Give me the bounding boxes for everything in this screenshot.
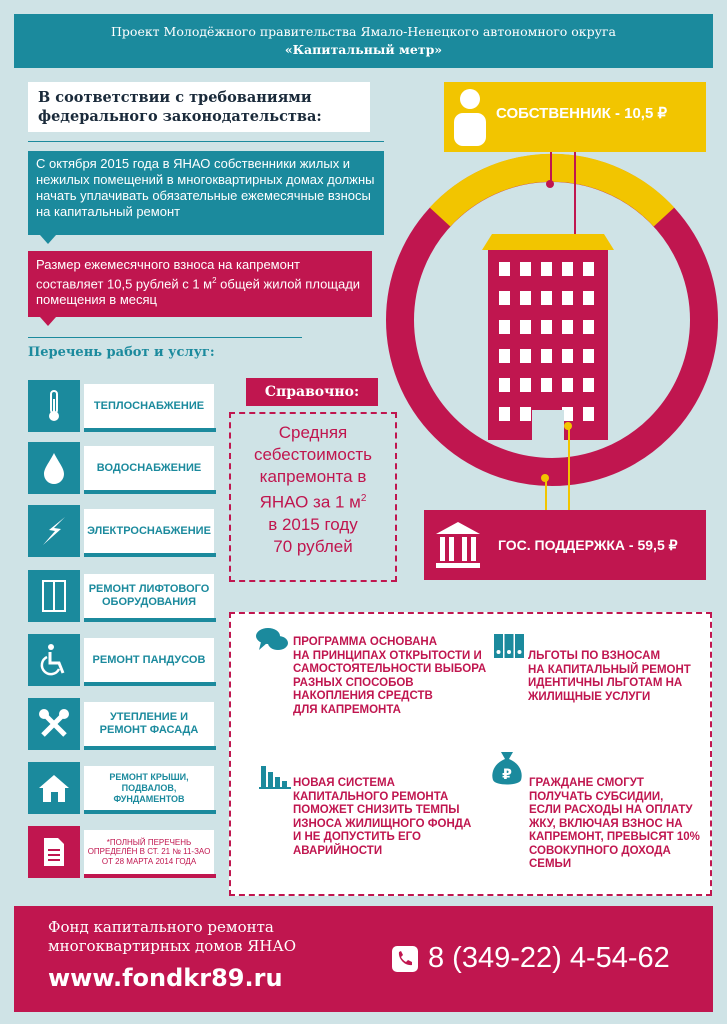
- service-label: ВОДОСНАБЖЕНИЕ: [84, 446, 214, 490]
- pointer: [40, 317, 56, 326]
- info-line: КАПИТАЛЬНОГО РЕМОНТА: [293, 790, 449, 803]
- header-banner: [14, 14, 713, 68]
- building-window: [583, 291, 594, 305]
- building-icon: [482, 230, 614, 440]
- connector-line: [568, 426, 570, 512]
- building-window: [499, 291, 510, 305]
- info-line: ПРОГРАММА ОСНОВАНА: [293, 636, 438, 648]
- thermometer-icon: [28, 380, 80, 432]
- reference-line: 70 рублей: [273, 536, 353, 556]
- reference-line: себестоимость: [253, 445, 373, 464]
- reference-box: [229, 412, 397, 582]
- service-item: [28, 570, 216, 622]
- money-bag-icon: [489, 750, 525, 788]
- divider: [84, 746, 216, 750]
- building-window: [520, 407, 531, 421]
- fee-text-sup: 2: [212, 276, 217, 285]
- reference-title: Справочно:: [246, 378, 378, 406]
- info-line: ПОМОЖЕТ СНИЗИТЬ ТЕМПЫ: [293, 804, 460, 816]
- info-line: ГРАЖДАНЕ СМОГУТ: [529, 777, 644, 789]
- header-line1: Проект Молодёжного правительства Ямало-Ненецкого автономного округа: [111, 24, 616, 39]
- requirement-heading: [28, 82, 370, 132]
- divider: [84, 553, 216, 557]
- fund-name-line2: многоквартирных домов ЯНАО: [48, 937, 297, 955]
- service-label: РЕМОНТ ЛИФТОВОГО ОБОРУДОВАНИЯ: [84, 574, 214, 618]
- info-line: НОВАЯ СИСТЕМА: [293, 777, 395, 789]
- connector-dot: [564, 422, 572, 430]
- info-block-1: [293, 636, 486, 717]
- info-line: НАКОПЛЕНИЯ СРЕДСТВ: [293, 690, 433, 702]
- info-line: ЖИЛИЩНЫЕ УСЛУГИ: [528, 690, 651, 703]
- building-window: [562, 349, 573, 363]
- reference-line-part: ЯНАО за 1 м: [259, 492, 361, 512]
- tools-icon: [28, 698, 80, 750]
- service-item: [28, 380, 216, 432]
- wheelchair-icon: [28, 634, 80, 686]
- svg-text:₽: ₽: [502, 767, 512, 783]
- building-window: [541, 291, 552, 305]
- services-title: Перечень работ и услуг:: [28, 345, 215, 360]
- service-label: ТЕПЛОСНАБЖЕНИЕ: [84, 384, 214, 428]
- info-block-3: [293, 777, 471, 858]
- info-line: ПОЛУЧАТЬ СУБСИДИИ,: [529, 790, 664, 803]
- divider: [84, 490, 216, 494]
- government-building-icon: [434, 520, 482, 570]
- info-line: РАЗНЫХ СПОСОБОВ: [293, 676, 414, 689]
- intro-text: С октября 2015 года в ЯНАО собственники жилых и нежилых помещений в многоквартирных домах должны начать уплачивать обязательные ежемесячные взносы на капитальный ремонт: [28, 151, 384, 235]
- service-item: [28, 826, 216, 878]
- building-window: [520, 320, 531, 334]
- website-link[interactable]: www.fondkr89.ru: [48, 964, 283, 992]
- info-line: СОВОКУПНОГО ДОХОДА СЕМЬИ: [529, 844, 671, 870]
- service-label: РЕМОНТ ПАНДУСОВ: [84, 638, 214, 682]
- building-window: [499, 262, 510, 276]
- requirement-line1: В соответствии с требованиями: [38, 89, 312, 106]
- building-window: [520, 349, 531, 363]
- requirement-line2: федерального законодательства:: [38, 108, 322, 125]
- house-icon: [28, 762, 80, 814]
- document-icon: [28, 826, 80, 878]
- info-line: НА КАПИТАЛЬНЫЙ РЕМОНТ: [528, 663, 691, 676]
- building-window: [520, 262, 531, 276]
- info-line: АВАРИЙНОСТИ: [293, 844, 383, 857]
- info-panel: [229, 612, 712, 896]
- divider: [28, 337, 302, 338]
- info-line: ДЛЯ КАПРЕМОНТА: [293, 703, 401, 716]
- info-line: ЛЬГОТЫ ПО ВЗНОСАМ: [528, 650, 661, 662]
- building-window: [583, 349, 594, 363]
- building-window: [541, 378, 552, 392]
- reference-line: Средняя: [278, 423, 348, 442]
- service-item: [28, 442, 216, 494]
- building-window: [499, 407, 510, 421]
- reference-line: [231, 488, 395, 514]
- chat-bubbles-icon: [255, 626, 289, 654]
- connector-line: [545, 478, 547, 512]
- binders-icon: [493, 632, 525, 660]
- connector-dot: [546, 180, 554, 188]
- water-drop-icon: [28, 442, 80, 494]
- building-window: [562, 378, 573, 392]
- info-line: И НЕ ДОПУСТИТЬ ЕГО: [293, 831, 421, 843]
- government-support-label: ГОС. ПОДДЕРЖКА - 59,5 ₽: [498, 537, 678, 553]
- service-item: [28, 505, 216, 557]
- service-label: ЭЛЕКТРОСНАБЖЕНИЕ: [84, 509, 214, 553]
- building-window: [499, 378, 510, 392]
- reference-line: капремонта в: [259, 467, 367, 486]
- connector-dot: [541, 474, 549, 482]
- fee-text-after: общей жилой площади помещения в месяц: [36, 276, 361, 308]
- connector-line: [550, 150, 552, 184]
- service-item: [28, 634, 216, 686]
- building-window: [583, 262, 594, 276]
- building-window: [541, 320, 552, 334]
- service-label: РЕМОНТ КРЫШИ, ПОДВАЛОВ, ФУНДАМЕНТОВ: [84, 766, 214, 810]
- info-line: ЖКУ, ВКЛЮЧАЯ ВЗНОС НА: [529, 817, 683, 830]
- reference-sup: 2: [360, 493, 367, 504]
- building-window: [583, 378, 594, 392]
- divider: [84, 428, 216, 432]
- building-window: [520, 378, 531, 392]
- fund-name: [48, 918, 296, 956]
- divider: [84, 874, 216, 878]
- building-window: [583, 320, 594, 334]
- building-window: [520, 291, 531, 305]
- service-footnote: *ПОЛНЫЙ ПЕРЕЧЕНЬ ОПРЕДЕЛЁН В СТ. 21 № 11-ЗАО ОТ 28 МАРТА 2014 ГОДА: [84, 830, 214, 874]
- info-block-4: [529, 777, 710, 872]
- person-icon: [452, 88, 488, 146]
- fund-name-line1: Фонд капитального ремонта: [48, 918, 274, 936]
- building-window: [562, 291, 573, 305]
- service-item: [28, 698, 216, 750]
- info-line: КАПРЕМОНТ, ПРЕВЫСЯТ 10%: [529, 831, 700, 843]
- owner-label: СОБСТВЕННИК - 10,5 ₽: [496, 105, 668, 122]
- info-line: ЕСЛИ РАСХОДЫ НА ОПЛАТУ: [529, 804, 693, 816]
- info-block-2: [528, 650, 691, 704]
- elevator-icon: [28, 570, 80, 622]
- divider: [84, 810, 216, 814]
- header-line2: «Капитальный метр»: [284, 42, 443, 57]
- divider: [84, 682, 216, 686]
- lightning-icon: [28, 505, 80, 557]
- info-line: ИЗНОСА ЖИЛИЩНОГО ФОНДА: [293, 817, 472, 830]
- building-window: [583, 407, 594, 421]
- divider: [28, 141, 384, 142]
- fee-text: [28, 251, 372, 317]
- building-window: [562, 262, 573, 276]
- reference-line: в 2015 году: [268, 514, 358, 534]
- pointer: [40, 235, 56, 244]
- service-item: [28, 762, 216, 814]
- building-window: [562, 320, 573, 334]
- info-line: САМОСТОЯТЕЛЬНОСТИ ВЫБОРА: [293, 663, 487, 675]
- building-window: [541, 349, 552, 363]
- fee-text-before: Размер ежемесячного взноса на капремонт составляет 10,5 рублей с 1 м: [36, 257, 300, 292]
- info-line: ИДЕНТИЧНЫ ЛЬГОТАМ НА: [528, 677, 683, 689]
- service-label: УТЕПЛЕНИЕ И РЕМОНТ ФАСАДА: [84, 702, 214, 746]
- building-window: [541, 262, 552, 276]
- connector-line: [574, 150, 576, 240]
- info-line: НА ПРИНЦИПАХ ОТКРЫТОСТИ И: [293, 649, 482, 662]
- bar-chart-icon: [259, 764, 291, 790]
- phone-number[interactable]: 8 (349-22) 4-54-62: [428, 942, 670, 974]
- building-window: [499, 349, 510, 363]
- building-window: [499, 320, 510, 334]
- divider: [84, 618, 216, 622]
- phone-icon: [392, 946, 418, 972]
